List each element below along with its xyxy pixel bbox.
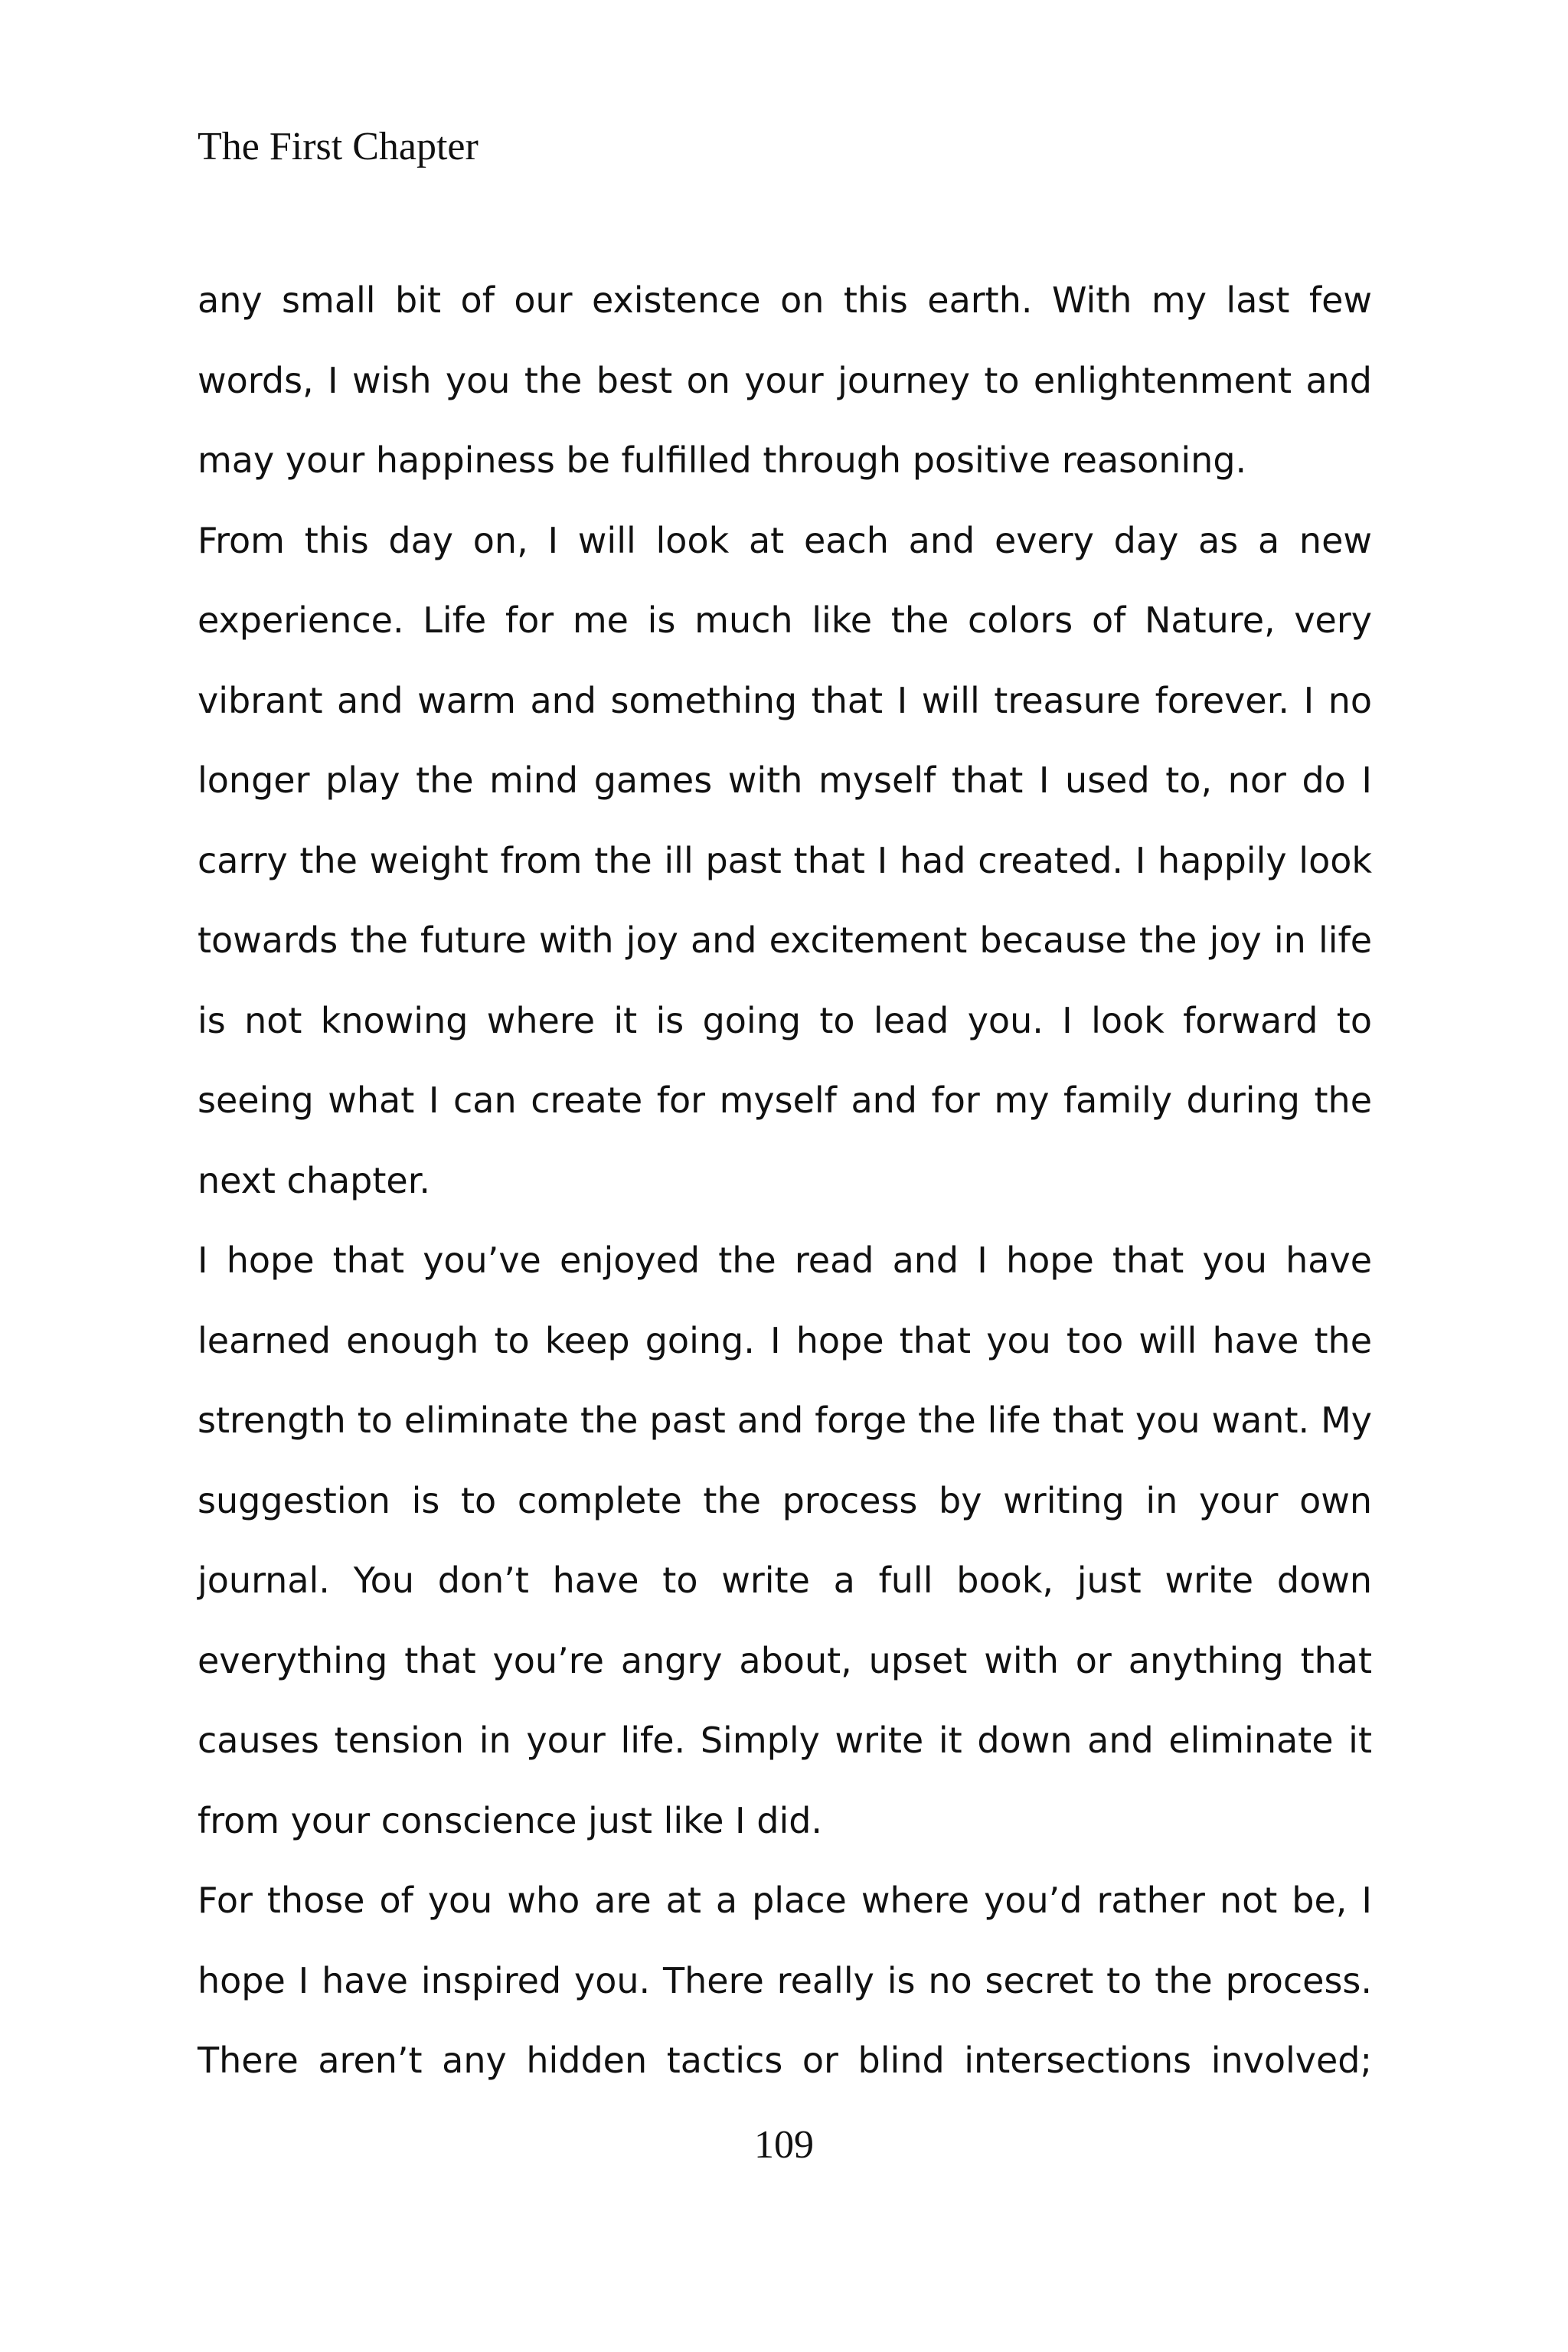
paragraph: For those of you who are at a place where you’d rather not be, I hope I have inspired you. There really is no secret to the process. There aren’t any hidden tactics or blind intersections involved; — [198, 1880, 1372, 2081]
body-text — [198, 260, 1372, 2101]
running-header: The First Chapter — [198, 125, 479, 168]
page-number: 109 — [754, 2123, 814, 2167]
paragraph: From this day on, I will look at each and every day as a new experience. Life for me is much like the colors of Nature, very vibrant and warm and something that I will treasure forever. I no longer play the mind games with myself that I used to, nor do I carry the weight from the ill past that I had created. I happily look towards the future with joy and excitement because the joy in life is not knowing where it is going to lead you. I look forward to seeing what I can create for myself and for my family during the next chapter. — [198, 519, 1372, 1201]
paragraph: any small bit of our existence on this earth. With my last few words, I wish you the best on your journey to enlightenment and may your happiness be fulfilled through positive reasoning. — [198, 279, 1372, 481]
paragraph: I hope that you’ve enjoyed the read and I hope that you have learned enough to keep going. I hope that you too will have the strength to eliminate the past and forge the life that you want. My suggestion is to complete the process by writing in your own journal. You don’t have to write a full book, just write down everything that you’re angry about, upset with or anything that causes tension in your life. Simply write it down and eliminate it from your conscience just like I did. — [198, 1240, 1372, 1841]
